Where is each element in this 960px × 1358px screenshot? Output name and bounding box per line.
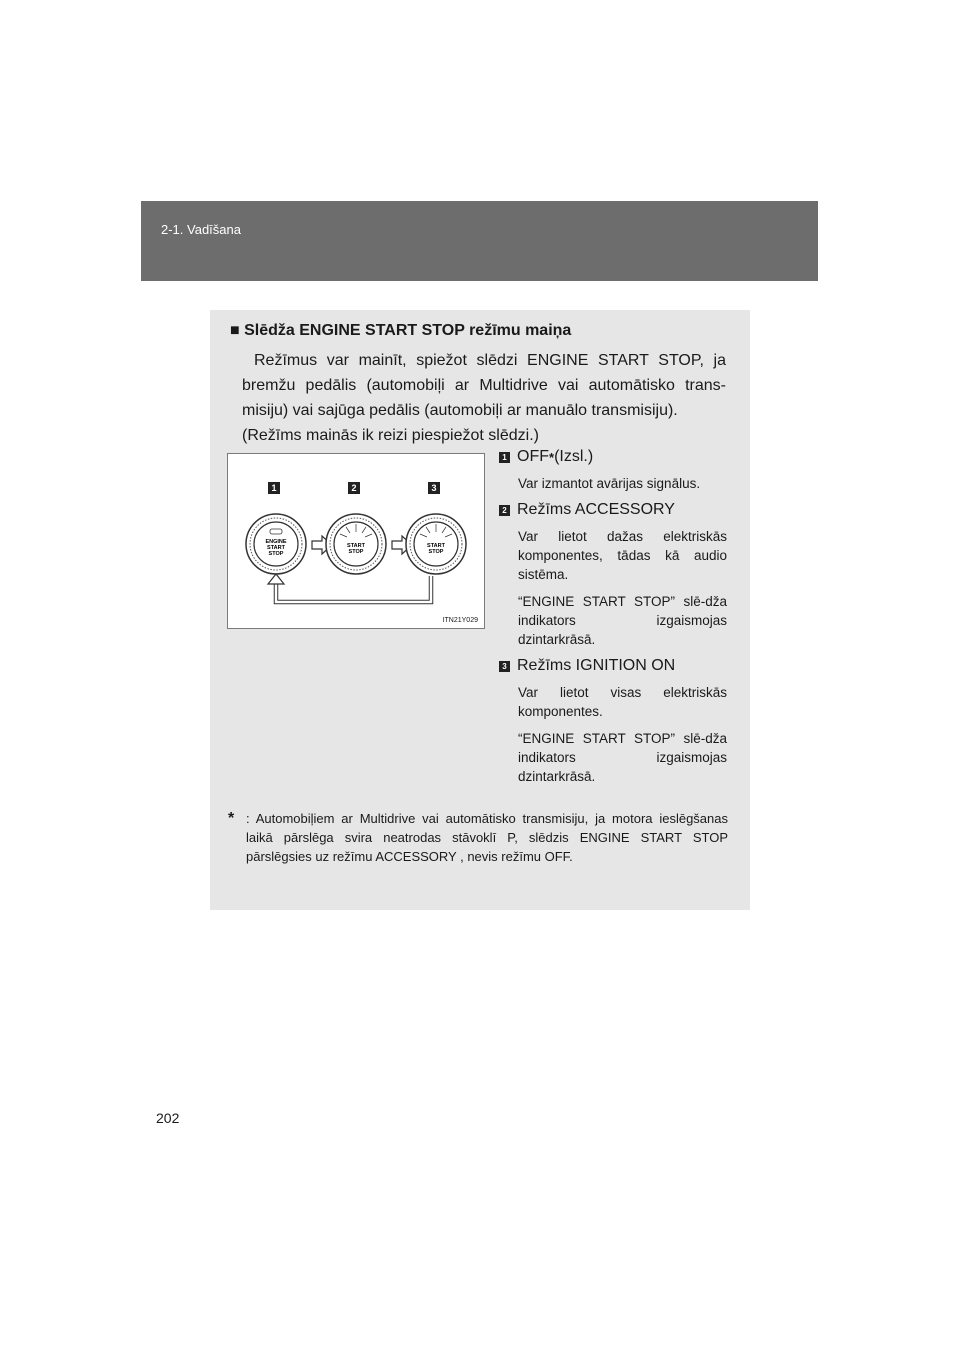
mode-description: “ENGINE START STOP” slē-dža indikators izgaismojas dzintarkrāsā. (518, 731, 727, 784)
mode-title (499, 448, 727, 466)
footnote-text: : Automobiļiem ar Multidrive vai automātisko transmisiju, ja motora ieslēgšanas laikā pārslēga svira neatrodas stāvoklī P, slēdzis ENGINE START STOP pārslēgsies uz režīmu ACCESSORY , nevis režīmu OFF. (246, 811, 728, 864)
mode-title-text: Režīms ACCESSORY (517, 501, 675, 518)
section-header-band (141, 201, 818, 281)
arrow-up-icon (268, 574, 284, 584)
intro-text-2: (Režīms mainās ik reizi piespiežot slēdzi.) (242, 427, 539, 444)
mode-title (499, 501, 727, 519)
mode-description: Var lietot visas elektriskās komponentes. (518, 685, 727, 719)
svg-text:STOP: STOP (348, 549, 364, 555)
svg-text:STOP: STOP (268, 551, 284, 557)
mode-title (499, 657, 727, 675)
mode-list (499, 448, 727, 794)
box-heading (230, 322, 571, 340)
intro-text-1: Režīmus var mainīt, spiežot slēdzi ENGINE START STOP, ja bremžu pedālis (automobiļi ar Multidrive vai automātisko trans-misiju) vai sajūga pedālis (automobiļi ar manuālo transmisiju). (242, 352, 726, 419)
page-number: 202 (156, 1110, 180, 1126)
section-title: 2-1. Vadīšana (161, 222, 241, 237)
mode-title-text: OFF (517, 448, 549, 465)
svg-text:START: START (427, 543, 445, 549)
asterisk-mark: * (549, 449, 555, 465)
switch-mode-illustration (227, 453, 485, 629)
mode-description: Var lietot dažas elektriskās komponentes, tādas kā audio sistēma. (518, 529, 727, 582)
number-badge: 1 (499, 452, 510, 463)
asterisk-mark: * (228, 810, 235, 827)
mode-item-ignition-on (499, 657, 727, 786)
mode-description: “ENGINE START STOP” slē-dža indikators izgaismojas dzintarkrāsā. (518, 594, 727, 647)
figure-label-2 (348, 482, 360, 494)
heading-text: Slēdža ENGINE START STOP režīmu maiņa (244, 322, 572, 339)
switch-diagram (228, 454, 484, 628)
engine-button-ignition-on (406, 514, 466, 574)
mode-title-text: Režīms IGNITION ON (517, 657, 676, 674)
return-arrow-fill (276, 576, 431, 602)
svg-text:STOP: STOP (428, 549, 444, 555)
intro-paragraph (242, 348, 726, 448)
mode-description: Var izmantot avārijas signālus. (518, 476, 701, 491)
engine-button-accessory (326, 514, 386, 574)
svg-text:ENGINE: ENGINE (265, 539, 287, 545)
info-box (210, 310, 750, 910)
svg-text:3: 3 (431, 483, 437, 493)
mode-item-off (499, 448, 727, 493)
mode-title-suffix: (Izsl.) (554, 448, 594, 465)
figure-label-1 (268, 482, 280, 494)
svg-text:2: 2 (351, 483, 357, 493)
footnote (228, 809, 728, 866)
number-badge: 3 (499, 661, 510, 672)
return-arrow-outline (276, 576, 431, 602)
svg-text:START: START (267, 545, 285, 551)
number-badge: 2 (499, 505, 510, 516)
engine-button-off (246, 514, 306, 574)
svg-text:START: START (347, 543, 365, 549)
mode-item-accessory (499, 501, 727, 649)
heading-bullet-icon: ■ (230, 322, 240, 339)
figure-label-3 (428, 482, 440, 494)
figure-code: ITN21Y029 (442, 617, 478, 624)
svg-text:1: 1 (271, 483, 277, 493)
